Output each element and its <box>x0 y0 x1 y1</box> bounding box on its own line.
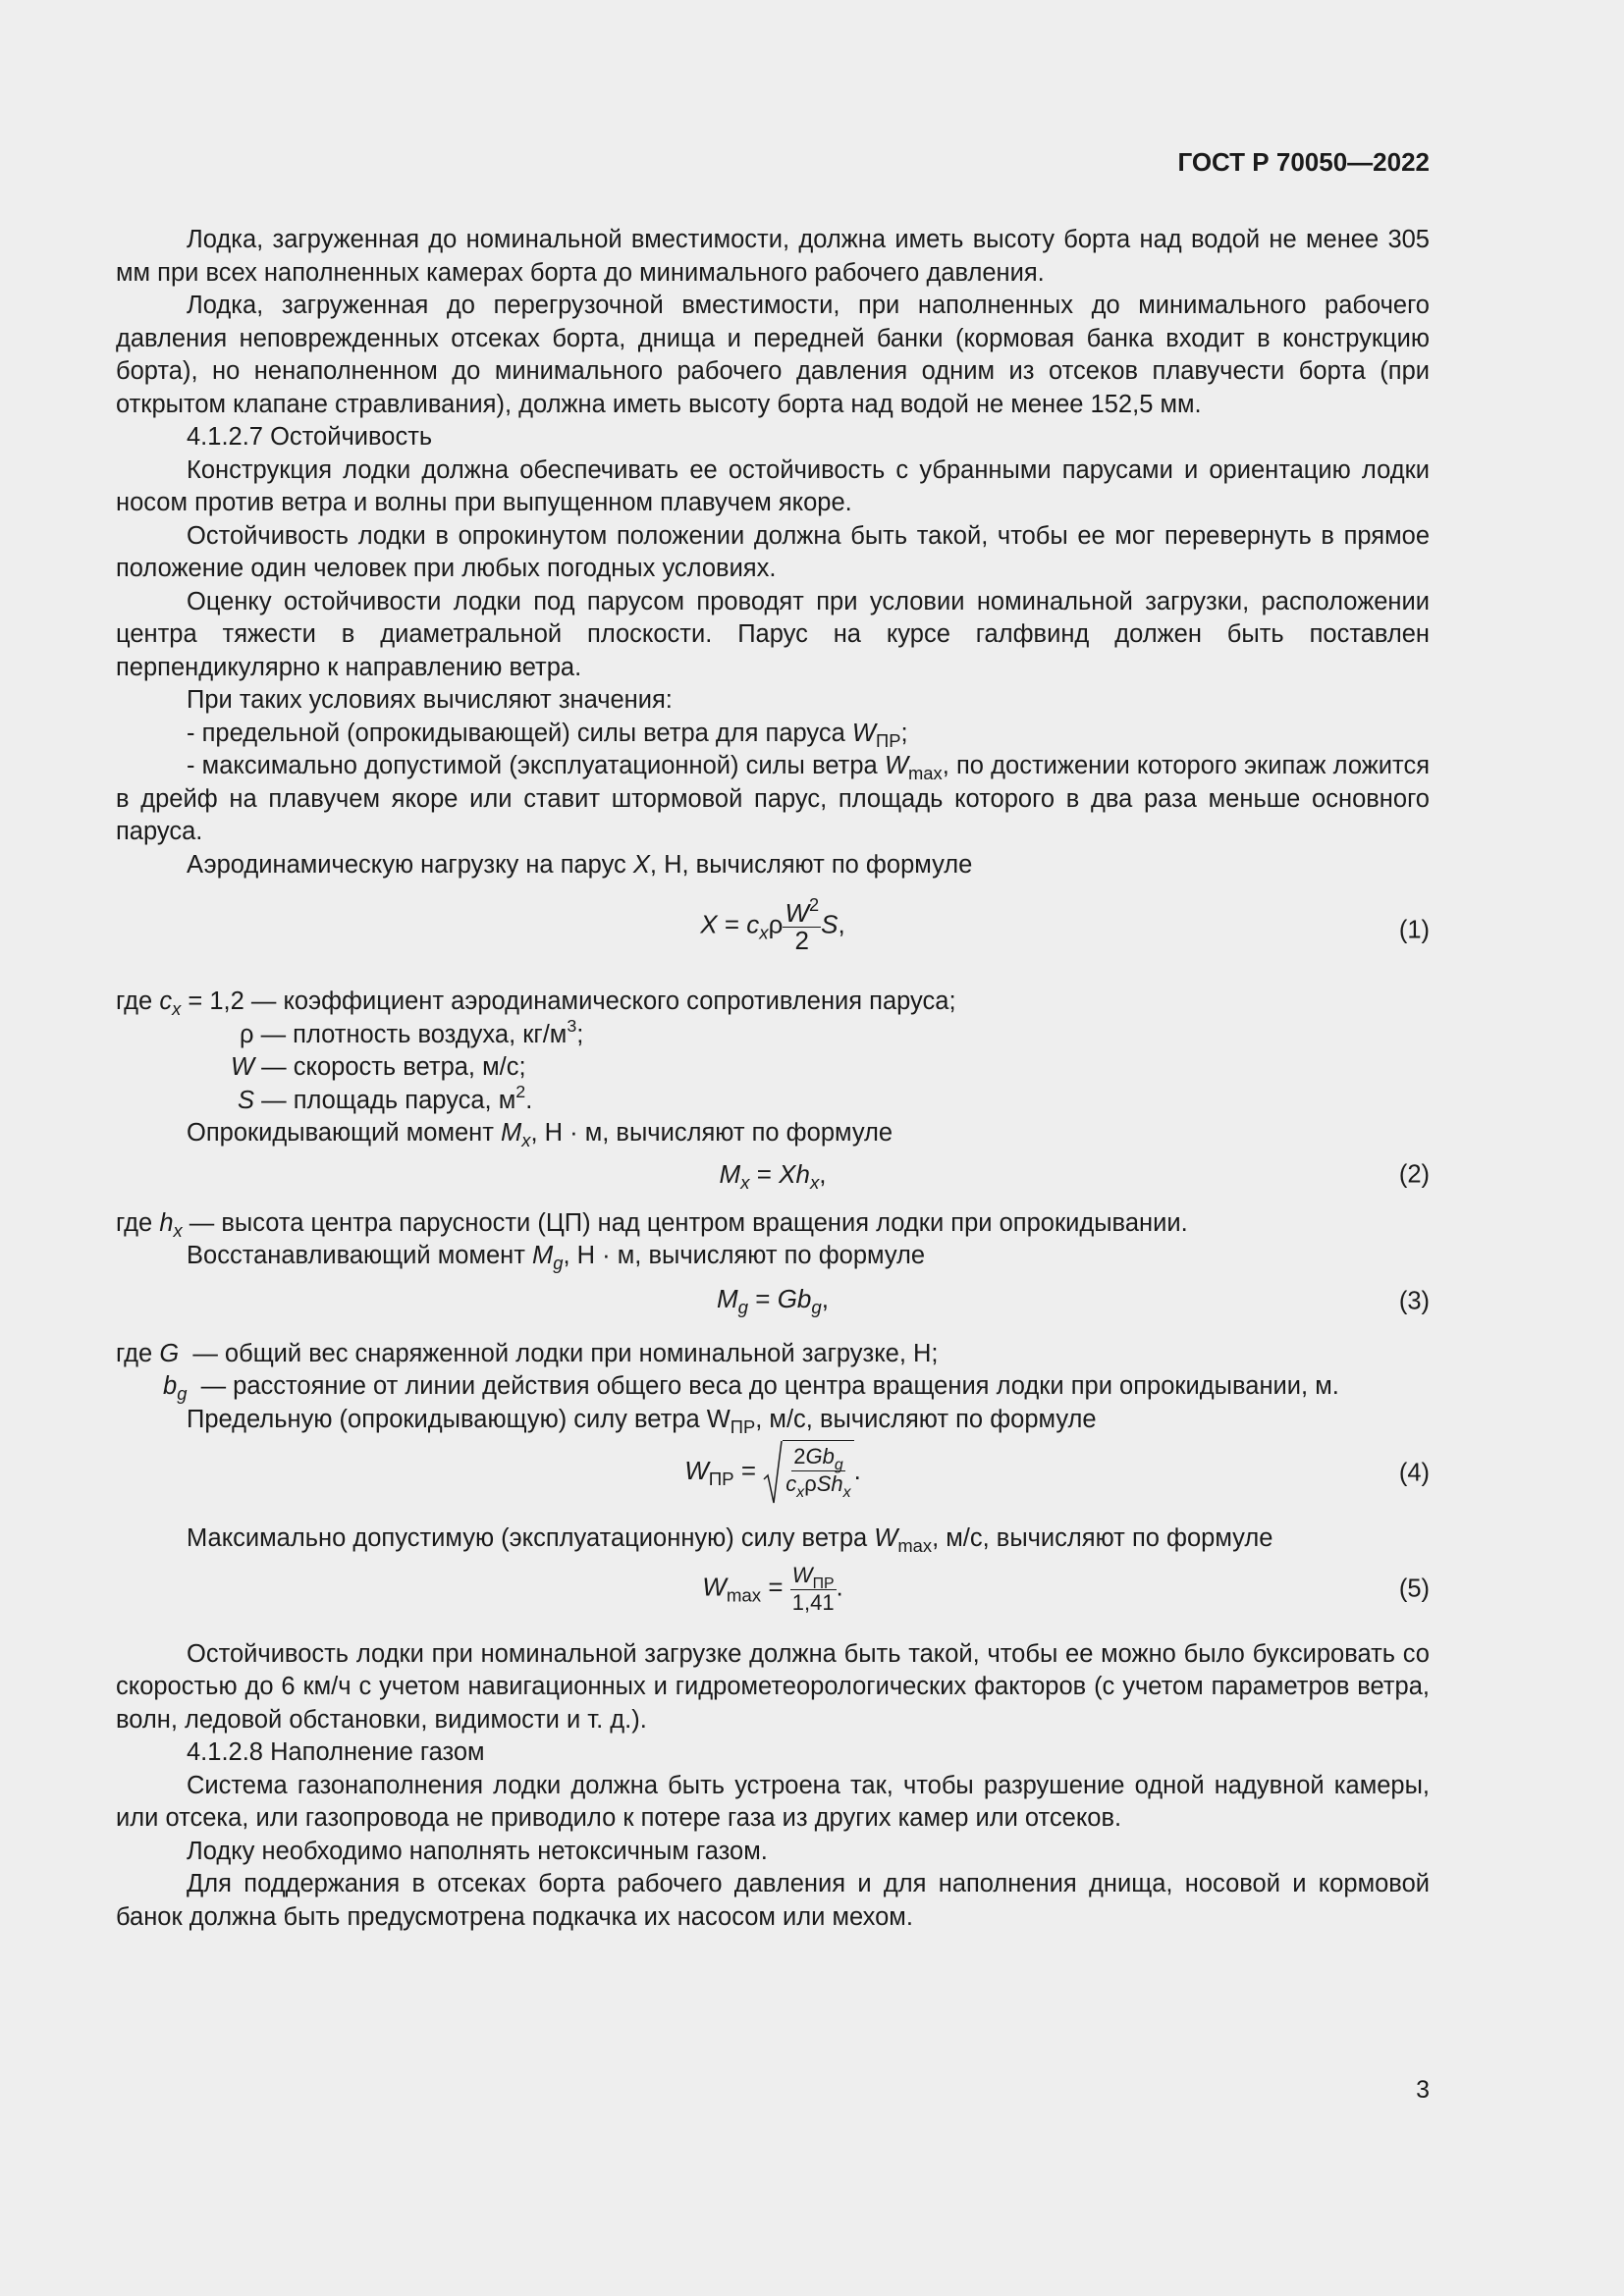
formula-2: $M_x = Xh_x$, (2) <box>719 1158 1430 1193</box>
section-4-1-2-8-heading: 4.1.2.8 Наполнение газом <box>187 1738 485 1766</box>
bullet-2: - максимально допустимой (эксплуатационной) силы ветра $W_{max}$, по достижении которого экипаж ложится в дрейф на плавучем якоре или ставит штормовой парус, площадь которого в два раза меньше основного паруса. <box>116 752 1431 845</box>
paragraph-6: При таких условиях вычисляют значения: <box>187 686 673 714</box>
formula-3: $M_g = Gb_g$, (3) <box>716 1283 1430 1317</box>
formula-3-number: (3) <box>1398 1286 1430 1314</box>
document-body <box>116 224 1430 1934</box>
formula-2-number: (2) <box>1398 1159 1430 1188</box>
paragraph-1: Лодка, загруженная до номинальной вместимости, должна иметь высоту борта над водой не менее 305 мм при всех наполненных камерах борта до минимального рабочего давления. <box>116 226 1430 287</box>
where-line-hx: где $h_x$ — высота центра парусности (ЦП) над центром вращения лодки при опрокидывании. <box>116 1208 1188 1241</box>
where-line-s: S — площадь паруса, $м^2$. <box>238 1081 533 1114</box>
square-root-sign: $\frac{2Gb_g}{c_x\rho Sh_x}$ <box>763 1440 853 1505</box>
formula-1-number: (1) <box>1398 916 1430 944</box>
paragraph-4: Остойчивость лодки в опрокинутом положении должна быть такой, чтобы ее мог перевернуть в прямое положение один человек при любых погодных условиях. <box>116 521 1430 582</box>
formula-5-number: (5) <box>1398 1574 1430 1602</box>
page-number: 3 <box>1416 2076 1430 2104</box>
paragraph-13: Система газонаполнения лодки должна быть устроена так, чтобы разрушение одной надувной камеры, или отсека, или газопровода не приводило к потере газа из других камер или отсеков. <box>116 1771 1430 1832</box>
formula-4-number: (4) <box>1398 1459 1430 1487</box>
paragraph-8: Опрокидывающий момент $M_x$, Н · м, вычисляют по формуле <box>187 1119 893 1150</box>
paragraph-3: Конструкция лодки должна обеспечивать ее остойчивость с убранными парусами и ориентацию лодки носом против ветра и волны при выпущенном плавучем якоре. <box>116 455 1430 516</box>
paragraph-2: Лодка, загруженная до перегрузочной вместимости, при наполненных до минимального рабочего давления неповрежденных отсеках борта, днища и передней банки (кормовая банка входит в конструкцию борта), но ненаполненном до минимального рабочего давления одним из отсеков плавучести борта (при открытом клапане стравливания), должна иметь высоту борта над водой не менее 152,5 мм. <box>116 292 1430 418</box>
paragraph-11: Максимально допустимую (эксплуатационную) силу ветра $W_{max}$, м/с, вычисляют по формуле <box>187 1524 1273 1556</box>
bullet-1: - предельной (опрокидывающей) силы ветра для паруса $W_{ПР}$; <box>187 719 908 751</box>
formula-5: $W_{max}$ = $\frac{W_{ПР}}{1,41}$ . (5) <box>702 1562 1430 1615</box>
paragraph-7: Аэродинамическую нагрузку на парус X, Н, вычисляют по формуле <box>187 850 973 879</box>
formula-1: $X = c_x\rho$ $\frac{W^2}{2}$ S, (1) <box>700 895 1430 955</box>
where-line-cx: где $c_x = 1,2$ — коэффициент аэродинамического сопротивления паруса; <box>116 988 956 1019</box>
section-4-1-2-7-heading: 4.1.2.7 Остойчивость <box>187 423 433 451</box>
where-line-rho: ρ — плотность воздуха, $кг/м^3$; <box>240 1015 584 1048</box>
paragraph-15: Для поддержания в отсеках борта рабочего давления и для наполнения днища, носовой и кормовой банок должна быть предусмотрена подкачка их насосом или мехом. <box>116 1870 1430 1931</box>
where-line-g: где G — общий вес снаряженной лодки при номинальной загрузке, Н; <box>116 1339 939 1367</box>
document-header: ГОСТ Р 70050—2022 <box>1177 147 1430 177</box>
paragraph-14: Лодку необходимо наполнять нетоксичным газом. <box>187 1837 768 1865</box>
where-line-bg: $b_g$ — расстояние от линии действия общего веса до центра вращения лодки при опрокидывании, м. <box>163 1372 1339 1404</box>
paragraph-5: Оценку остойчивости лодки под парусом проводят при условии номинальной загрузки, расположении центра тяжести в диаметральной плоскости. Парус на курсе галфвинд должен быть поставлен перпендикулярно к направлению ветра. <box>116 587 1430 681</box>
formula-4: $W_{ПР}$ = $\frac{2Gb_g}{c_x\rho Sh_x}$ . (4) <box>116 1436 1430 1511</box>
paragraph-9: Восстанавливающий момент $M_g$, Н · м, вычисляют по формуле <box>187 1242 926 1273</box>
paragraph-12: Остойчивость лодки при номинальной загрузке должна быть такой, чтобы ее можно было буксировать со скоростью до 6 км/ч с учетом навигационных и гидрометеорологических факторов (с учетом параметров ветра, волн, ледовой обстановки, видимости и т. д.). <box>116 1639 1430 1734</box>
paragraph-10: Предельную (опрокидывающую) силу ветра $W_{ПР}$, м/с, вычисляют по формуле <box>187 1405 1097 1437</box>
where-line-w: W — скорость ветра, м/с; <box>231 1053 526 1081</box>
